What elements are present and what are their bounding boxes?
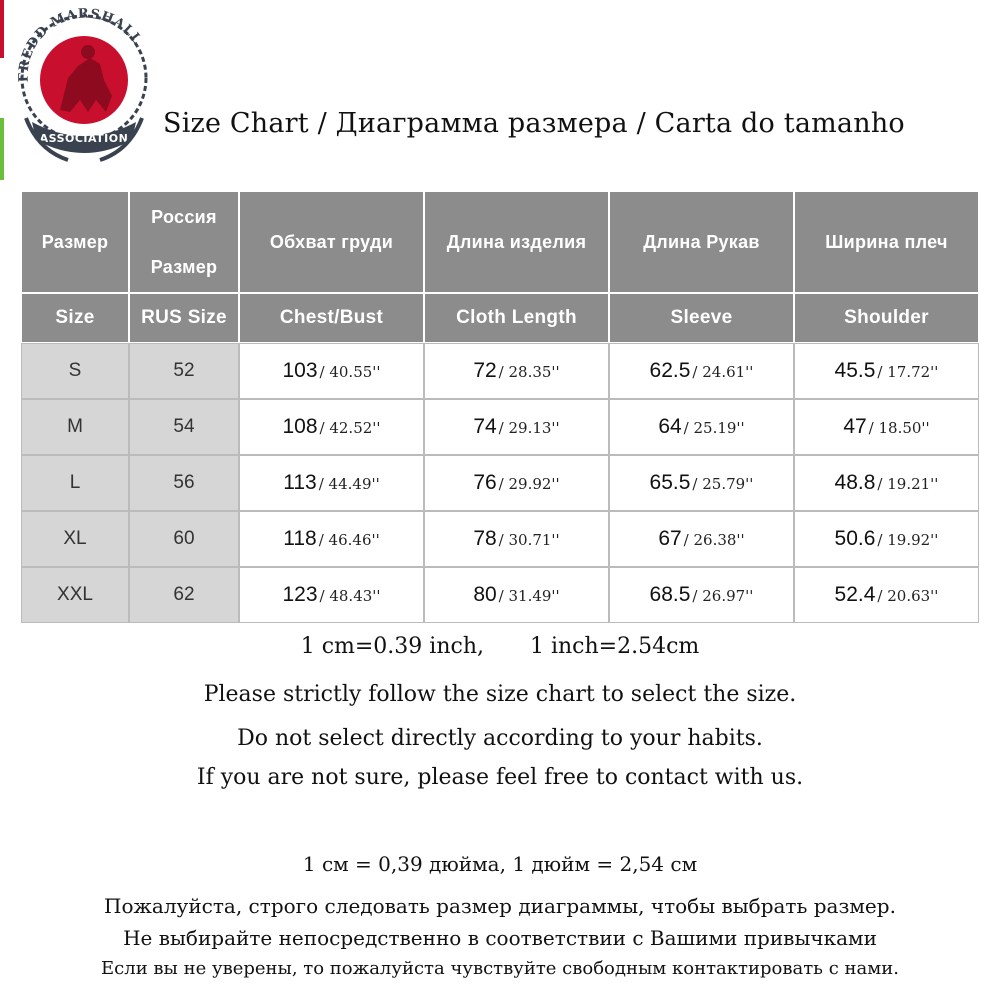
length-cm: 76 [473, 471, 497, 494]
shoulder-cm: 47 [843, 415, 867, 438]
header-cell-sleeve-en: Sleeve [609, 293, 794, 343]
chest-cell [239, 511, 424, 567]
chest-inch: / 46.46'' [318, 531, 380, 549]
chest-cell [239, 455, 424, 511]
shoulder-inch: / 19.21'' [877, 475, 939, 493]
length-inch: / 30.71'' [498, 531, 560, 549]
shoulder-cell [794, 511, 979, 567]
instruction-ru-1: Пожалуйста, строго следовать размер диаграммы, чтобы выбрать размер. [104, 894, 896, 918]
sleeve-cm: 68.5 [649, 583, 691, 606]
header-cell-size-ru: Размер [21, 191, 129, 293]
chest-cm: 113 [283, 471, 317, 494]
shoulder-inch: / 19.92'' [877, 531, 939, 549]
chest-cell [239, 567, 424, 623]
header-cell-rus-size-en: RUS Size [129, 293, 239, 343]
header-cell-size-en: Size [21, 293, 129, 343]
length-cell [424, 455, 609, 511]
length-cm: 80 [473, 583, 497, 606]
accent-stripe-red [0, 0, 4, 58]
table-row [21, 399, 979, 455]
shoulder-cell [794, 455, 979, 511]
sleeve-cell [609, 455, 794, 511]
rus-size-cell: 54 [129, 399, 239, 455]
sleeve-inch: / 26.97'' [692, 587, 754, 605]
length-cell [424, 511, 609, 567]
header-cell-shoulder-en: Shoulder [794, 293, 979, 343]
chest-cm: 108 [282, 415, 318, 438]
header-rus-line2: Размер [150, 257, 218, 277]
shoulder-cell [794, 343, 979, 399]
size-chart-table [20, 190, 980, 624]
header-cell-length-ru: Длина изделия [424, 191, 609, 293]
instruction-ru-3: Если вы не уверены, то пожалуйста чувствуйте свободным контактировать с нами. [101, 958, 899, 979]
sleeve-cm: 64 [658, 415, 682, 438]
sleeve-cm: 65.5 [649, 471, 691, 494]
length-inch: / 29.92'' [498, 475, 560, 493]
header-cell-chest-en: Chest/Bust [239, 293, 424, 343]
length-inch: / 31.49'' [498, 587, 560, 605]
shoulder-cm: 48.8 [834, 471, 876, 494]
table-row [21, 511, 979, 567]
svg-text:FREDD MARSHALL: FREDD MARSHALL [16, 6, 145, 83]
length-cell [424, 399, 609, 455]
chest-inch: / 42.52'' [319, 419, 381, 437]
conversion-cm-to-inch: 1 cm=0.39 inch, [300, 634, 484, 659]
instruction-en-2: Do not select directly according to your habits. [237, 726, 763, 751]
sleeve-inch: / 24.61'' [692, 363, 754, 381]
conversion-note-ru: 1 см = 0,39 дюйма, 1 дюйм = 2,54 см [302, 852, 698, 876]
header-cell-sleeve-ru: Длина Рукав [609, 191, 794, 293]
header-row-russian [21, 191, 979, 293]
size-cell: XL [21, 511, 129, 567]
size-cell: XXL [21, 567, 129, 623]
shoulder-inch: / 18.50'' [868, 419, 930, 437]
instruction-en-3: If you are not sure, please feel free to contact with us. [196, 765, 804, 790]
size-cell: L [21, 455, 129, 511]
shoulder-inch: / 17.72'' [877, 363, 939, 381]
table-row [21, 343, 979, 399]
sleeve-cell [609, 567, 794, 623]
brand-logo [8, 0, 156, 172]
chest-inch: / 40.55'' [319, 363, 381, 381]
header-cell-chest-ru: Обхват груди [239, 191, 424, 293]
length-cell [424, 567, 609, 623]
sleeve-cell [609, 399, 794, 455]
rus-size-cell: 56 [129, 455, 239, 511]
chest-cm: 118 [283, 527, 317, 550]
sleeve-cell [609, 343, 794, 399]
header-rus-line1: Россия [151, 207, 217, 227]
size-cell: S [21, 343, 129, 399]
sleeve-inch: / 25.19'' [683, 419, 745, 437]
conversion-note-en [0, 634, 1000, 659]
table-row [21, 567, 979, 623]
sleeve-cm: 62.5 [649, 359, 691, 382]
svg-text:ASSOCIATION: ASSOCIATION [39, 132, 129, 145]
shoulder-cm: 50.6 [834, 527, 876, 550]
length-inch: / 29.13'' [498, 419, 560, 437]
chest-cm: 123 [282, 583, 318, 606]
sleeve-inch: / 25.79'' [692, 475, 754, 493]
length-inch: / 28.35'' [498, 363, 560, 381]
chest-cm: 103 [282, 359, 318, 382]
rus-size-cell: 52 [129, 343, 239, 399]
length-cm: 78 [473, 527, 497, 550]
header-row-english [21, 293, 979, 343]
shoulder-cell [794, 567, 979, 623]
instruction-en-1: Please strictly follow the size chart to select the size. [203, 682, 797, 707]
chest-inch: / 48.43'' [319, 587, 381, 605]
shoulder-cell [794, 399, 979, 455]
length-cm: 72 [473, 359, 497, 382]
shoulder-cm: 52.4 [834, 583, 876, 606]
length-cell [424, 343, 609, 399]
chest-inch: / 44.49'' [318, 475, 380, 493]
accent-stripe-green [0, 118, 4, 180]
rus-size-cell: 60 [129, 511, 239, 567]
header-cell-shoulder-ru: Ширина плеч [794, 191, 979, 293]
rus-size-cell: 62 [129, 567, 239, 623]
page-title: Size Chart / Диаграмма размера / Carta do tamanho [163, 108, 905, 139]
chest-cell [239, 343, 424, 399]
conversion-inch-to-cm: 1 inch=2.54cm [529, 634, 700, 659]
sleeve-cell [609, 511, 794, 567]
shoulder-inch: / 20.63'' [877, 587, 939, 605]
sleeve-inch: / 26.38'' [683, 531, 745, 549]
shoulder-cm: 45.5 [834, 359, 876, 382]
header-cell-length-en: Cloth Length [424, 293, 609, 343]
sleeve-cm: 67 [658, 527, 682, 550]
instruction-ru-2: Не выбирайте непосредственно в соответствии с Вашими привычками [123, 926, 877, 950]
table-row [21, 455, 979, 511]
size-cell: M [21, 399, 129, 455]
header-cell-rus-size-ru [129, 191, 239, 293]
chest-cell [239, 399, 424, 455]
length-cm: 74 [473, 415, 497, 438]
